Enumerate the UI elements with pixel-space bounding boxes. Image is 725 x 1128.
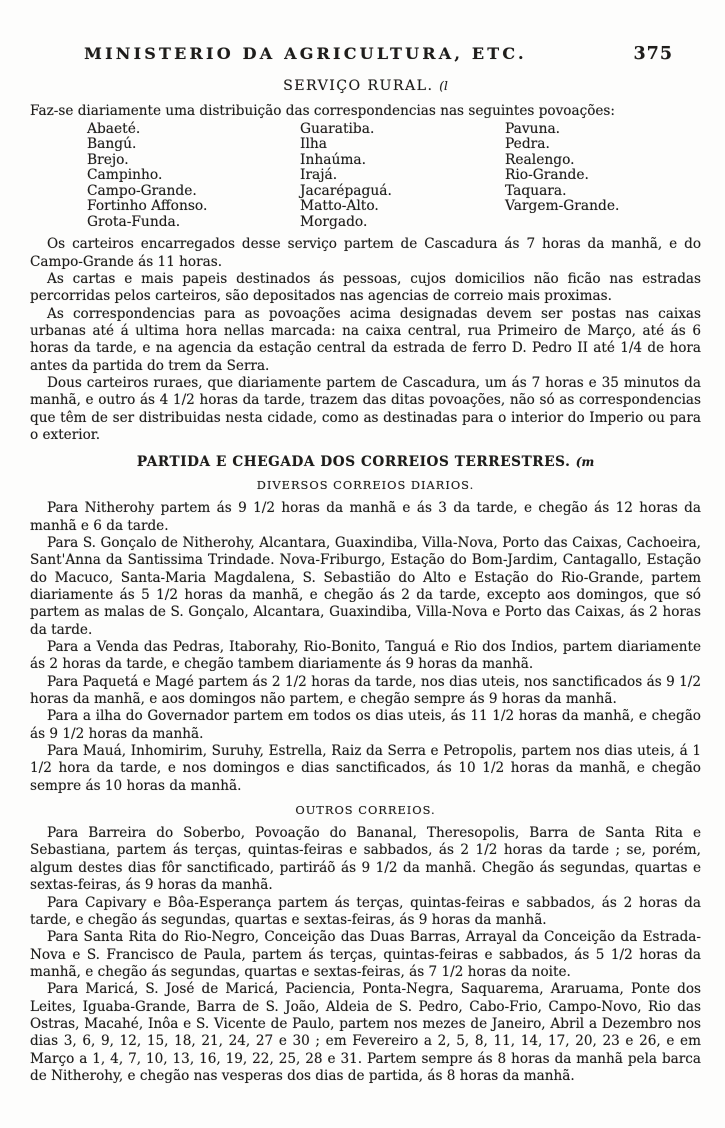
paragraph-s-goncalo: Para S. Gonçalo de Nitherohy, Alcantara, Guaxindiba, Villa-Nova, Porto das Caixas, Cachoeira, Sant'Anna da Santissima Trindade. Nova-Friburgo, Estação do Bom-Jardim, Cantagallo, Estação do Macuco, Santa-Maria Magdalena, S. Sebastião do Alto e Estação do Rio-Grande, partem diariamente ás 5 1/2 horas da manhã, e chegão ás 2 da tarde, excepto aos domingos, que só partem as malas de S. Gonçalo, Alcantara, Guaxindiba, Villa-Nova e Porto das Caixas, ás 2 horas da tarde. <box>30 534 701 638</box>
terrestrial-mail-title-text: PARTIDA E CHEGADA DOS CORREIOS TERRESTRES. <box>136 454 571 471</box>
town-item: Pedra. <box>505 136 550 153</box>
town-item: Vargem-Grande. <box>505 198 620 215</box>
paragraph-santa-rita-rio-negro: Para Santa Rita do Rio-Negro, Conceição das Duas Barras, Arrayal da Conceição da Estrada-Nova e S. Francisco de Paula, partem ás terças, quintas-feiras e sabbados, ás 5 1/2 horas da manhã, e chegão ás segundas, quartas e sextas-feiras, ás 7 1/2 horas da noite. <box>30 929 701 980</box>
paragraph-carteiros-partida: Os carteiros encarregados desse serviço partem de Cascadura ás 7 horas da manhã, e do Campo-Grande ás 11 horas. <box>30 236 701 270</box>
running-title: MINISTERIO DA AGRICULTURA, ETC. <box>84 44 527 63</box>
town-item: Fortinho Affonso. <box>87 198 208 215</box>
paragraph-marica-cabo-frio: Para Maricá, S. José de Maricá, Paciencia, Ponta-Negra, Saquarema, Araruama, Ponte dos Leites, Iguaba-Grande, Barra de S. João, Aldeia de S. Pedro, Cabo-Frio, Campo-Novo, Rio das Ostras, Macahé, Inôa e S. Vicente de Paulo, partem nos mezes de Janeiro, Abril a Dezembro nos dias 3, 6, 9, 12, 15, 18, 21, 24, 27 e 30 ; em Fevereiro a 2, 5, 8, 11, 14, 17, 20, 23 e 26, e em Março a 1, 4, 7, 10, 13, 16, 19, 22, 25, 28 e 31. Partem sempre ás 8 horas da manhã pela barca de Nitherohy, e chegão nas vesperas dos dias de partida, ás 8 horas da manhã. <box>30 981 701 1084</box>
town-item: Jacarépaguá. <box>300 182 392 199</box>
town-item: Taquara. <box>505 182 567 199</box>
other-mails-title: OUTROS CORREIOS. <box>295 803 436 818</box>
page-number: 375 <box>633 44 673 64</box>
town-item: Guaratiba. <box>300 121 375 137</box>
town-item: Matto-Alto. <box>300 198 379 215</box>
town-item: Inhaúma. <box>300 151 367 168</box>
daily-mails-title: DIVERSOS CORREIOS DIARIOS. <box>256 478 475 493</box>
town-column-3 <box>505 122 701 230</box>
town-column-1 <box>87 122 300 230</box>
town-item: Ilha <box>300 136 327 153</box>
town-item: Rio-Grande. <box>505 167 589 184</box>
town-item: Irajá. <box>300 167 338 184</box>
town-list <box>30 122 701 230</box>
paragraph-barreira-soberbo: Para Barreira do Soberbo, Povoação do Bananal, Theresopolis, Barra de Santa Rita e Sebastiana, partem ás terças, quintas-feiras e sabbados, ás 2 1/2 horas da tarde ; se, porém, algum destes dias fôr sanctificado, partiráõ ás 9 1/2 da manhã. Chegão ás segundas, quartas e sextas-feiras, ás 9 horas da manhã. <box>30 825 701 894</box>
paragraph-capivary: Para Capivary e Bôa-Esperança partem ás terças, quintas-feiras e sabbados, ás 2 horas da tarde, e chegão ás segundas, quartas e sextas-feiras, ás 9 horas da manhã. <box>30 894 701 928</box>
town-item: Grota-Funda. <box>87 213 181 230</box>
town-item: Abaeté. <box>87 121 141 137</box>
town-item: Morgado. <box>300 213 368 230</box>
paragraph-ilha-governador: Para a ilha do Governador partem em todos os dias uteis, ás 11 1/2 horas da manhã, e chegão ás 9 1/2 horas da manhã. <box>30 708 701 742</box>
rural-service-intro: Faz-se diariamente uma distribuição das correspondencias nas seguintes povoações: <box>30 103 615 119</box>
paragraph-nitherohy: Para Nitherohy partem ás 9 1/2 horas da manhã e ás 3 da tarde, e chegão ás 12 horas da manhã e 6 da tarde. <box>30 500 701 534</box>
rural-service-footnote-mark: (l <box>439 79 448 93</box>
town-item: Campo-Grande. <box>87 182 197 199</box>
terrestrial-mail-footnote-mark: (m <box>575 455 595 470</box>
town-item: Brejo. <box>87 151 129 168</box>
paragraph-dous-carteiros: Dous carteiros ruraes, que diariamente partem de Cascadura, um ás 7 horas e 35 minutos da manhã, e outro ás 4 1/2 horas da tarde, trazem das ditas povoações, não só as correspondencias que têm de ser distribuidas nesta cidade, como as destinadas para o interior do Imperio ou para o exterior. <box>30 374 701 443</box>
paragraph-paqueta-mage: Para Paquetá e Magé partem ás 2 1/2 horas da tarde, nos dias uteis, nos sanctificados ás 9 1/2 horas da manhã, e aos domingos não partem, e chegão sempre ás 9 horas da manhã. <box>30 673 701 708</box>
town-item: Bangú. <box>87 136 137 153</box>
town-item: Campinho. <box>87 167 163 184</box>
paragraph-cartas-agencias: As cartas e mais papeis destinados ás pessoas, cujos domicilios não ficão nas estradas percorridas pelos carteiros, são depositados nas agencias de correio mais proximas. <box>30 270 701 305</box>
paragraph-caixas-urbanas: As correspondencias para as povoações acima designadas devem ser postas nas caixas urbanas até á ultima hora nellas marcada: na caixa central, rua Primeiro de Março, até ás 6 horas da tarde, e na agencia da estação central da estrada de ferro D. Pedro II até 1/4 de hora antes da partida do trem da Serra. <box>30 305 701 374</box>
town-column-2 <box>300 122 505 230</box>
town-item: Pavuna. <box>505 121 561 137</box>
running-head <box>30 44 701 66</box>
paragraph-maua-petropolis: Para Mauá, Inhomirim, Suruhy, Estrella, Raiz da Serra e Petropolis, partem nos dias uteis, á 1 1/2 hora da tarde, e nos domingos e dias sanctificados, ás 10 1/2 horas da manhã, e chegão sempre ás 10 horas da manhã. <box>30 743 701 794</box>
paragraph-venda-das-pedras: Para a Venda das Pedras, Itaborahy, Rio-Bonito, Tanguá e Rio dos Indios, partem diariamente ás 2 horas da tarde, e chegão tambem diariamente ás 9 horas da manhã. <box>30 639 701 673</box>
rural-service-title <box>30 78 701 94</box>
terrestrial-mail-title <box>30 454 701 470</box>
rural-service-title-text: SERVIÇO RURAL. <box>283 78 434 94</box>
town-item: Realengo. <box>505 151 575 168</box>
